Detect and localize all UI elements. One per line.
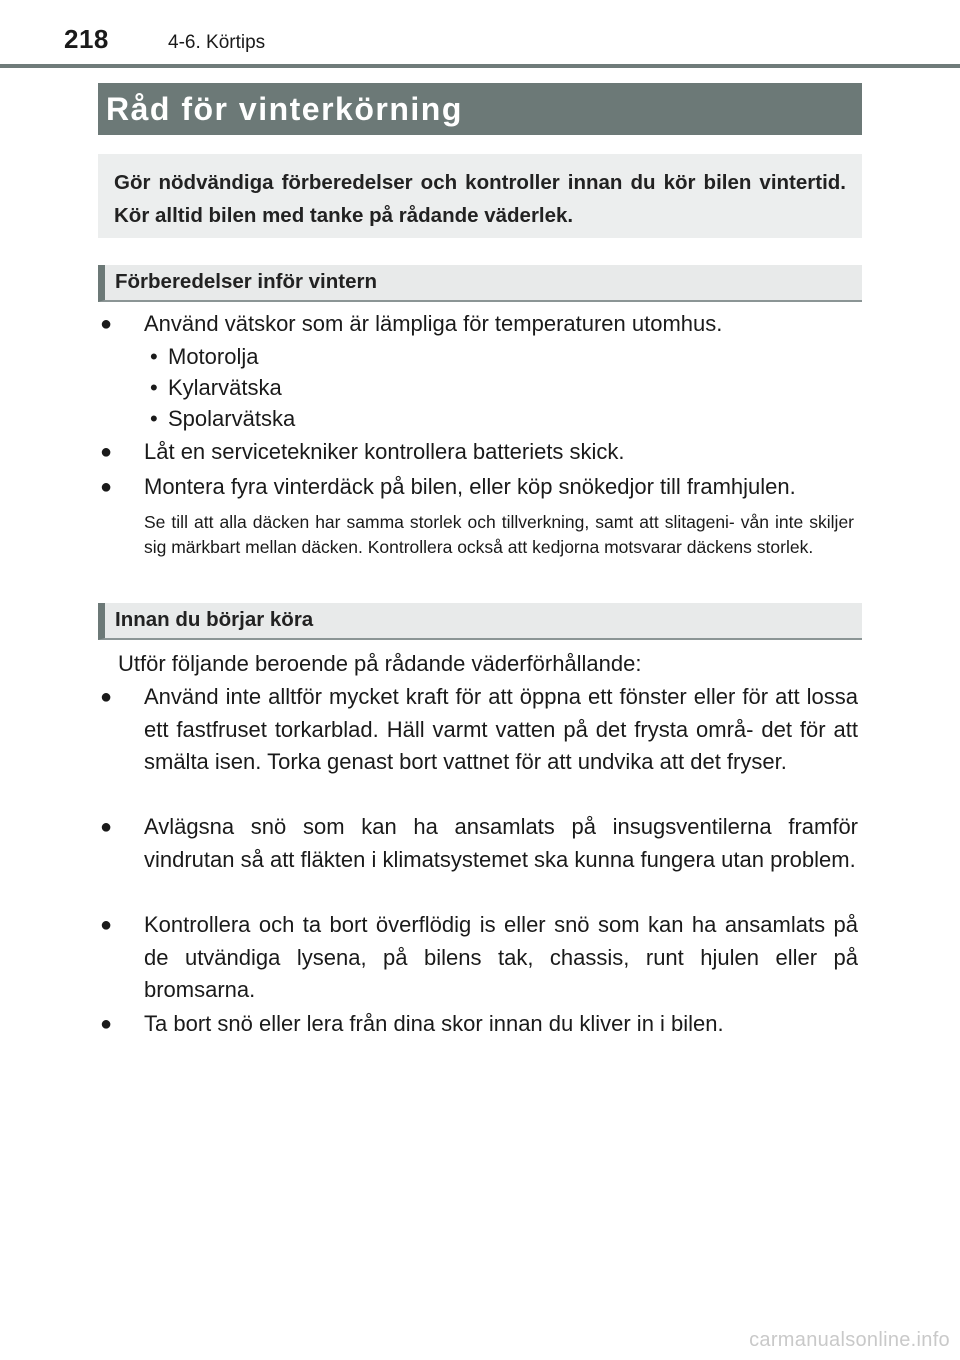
sub-bullet-icon: •: [150, 375, 158, 400]
list-item-text: Kontrollera och ta bort överflödig is eller snö som kan ha ansamlats på de utvändiga lysena, på bilens tak, chassis, runt hjulen eller på bromsarna.: [144, 912, 858, 1002]
intro-box: Gör nödvändiga förberedelser och kontroller innan du kör bilen vintertid. Kör alltid bilen med tanke på rådande väderlek.: [98, 154, 862, 238]
list-item: [98, 436, 858, 469]
bullet-icon: ●: [100, 476, 113, 498]
bullet-icon: ●: [100, 1013, 113, 1035]
bullet-icon: ●: [100, 686, 113, 708]
list-item-text: Avlägsna snö som kan ha ansamlats på insugsventilerna framför vindrutan så att fläkten i klimatsystemet ska kunna fungera utan problem.: [144, 814, 858, 872]
sub-list-item-text: Spolarvätska: [168, 406, 296, 431]
tire-note: Se till att alla däcken har samma storlek och tillverkning, samt att slitageni- vån inte skiljer sig märkbart mellan däcken. Kontrollera också att kedjorna motsvarar däckens storlek.: [144, 512, 854, 557]
bullet-icon: ●: [100, 313, 113, 335]
list-item-text: Låt en servicetekniker kontrollera batteriets skick.: [144, 439, 625, 464]
list-item: [98, 471, 858, 504]
list-item-text: Använd vätskor som är lämpliga för temperaturen utomhus.: [144, 311, 723, 336]
page-number: 218: [64, 24, 109, 54]
page-title: Råd för vinterkörning: [98, 83, 862, 135]
list-item-text: Montera fyra vinterdäck på bilen, eller köp snökedjor till framhjulen.: [144, 474, 796, 499]
watermark: carmanualsonline.info: [749, 1329, 950, 1351]
section-lead: Utför följande beroende på rådande väderförhållande:: [118, 651, 642, 676]
list-item: [98, 308, 858, 341]
sub-bullet-icon: •: [150, 344, 158, 369]
list-item-text: Ta bort snö eller lera från dina skor innan du kliver in i bilen.: [144, 1011, 724, 1036]
sub-list-item-text: Motorolja: [168, 344, 259, 369]
sub-list-item: [150, 403, 295, 435]
sub-list-item-text: Kylarvätska: [168, 375, 282, 400]
sub-list-item: [150, 372, 282, 404]
bullet-icon: ●: [100, 914, 113, 936]
bullet-icon: ●: [100, 816, 113, 838]
sub-list-item: [150, 341, 258, 373]
list-item: [98, 811, 858, 876]
header-divider: [0, 64, 960, 68]
page-header: [0, 0, 960, 70]
list-item: [98, 681, 858, 779]
list-item: [98, 909, 858, 1007]
list-item-text: Använd inte alltför mycket kraft för att öppna ett fönster eller för att lossa ett fastfruset torkarblad. Häll varmt vatten på det frysta områ- det för att smälta isen. Torka genast bort vattnet för att undvika att det fryser.: [144, 684, 858, 774]
bullet-icon: ●: [100, 441, 113, 463]
section-heading-preparations: Förberedelser inför vintern: [98, 265, 862, 302]
section-heading-before-driving: Innan du börjar köra: [98, 603, 862, 640]
section-label: 4-6. Körtips: [168, 32, 266, 53]
list-item: [98, 1008, 858, 1041]
sub-bullet-icon: •: [150, 406, 158, 431]
